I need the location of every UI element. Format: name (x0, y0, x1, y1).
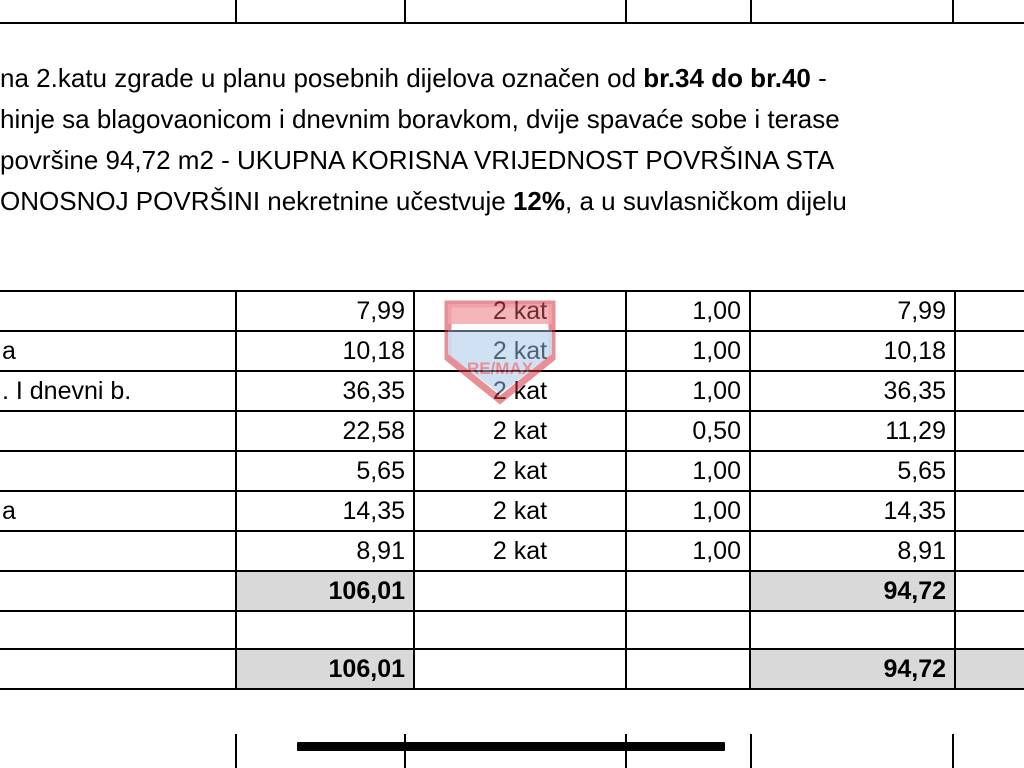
cell-coef: 1,00 (626, 291, 750, 331)
cell-name (0, 571, 236, 611)
cell-floor: 2 kat (414, 451, 626, 491)
cell-value: 94,72 (750, 649, 955, 689)
paragraph-line-4-suffix: , a u suvlasničkom dijelu (565, 186, 847, 216)
paragraph-line-1-suffix: - (810, 63, 827, 93)
cell-floor (414, 649, 626, 689)
table-top-fragment (0, 0, 1024, 24)
cell-value: 94,72 (750, 571, 955, 611)
paragraph-line-3 (0, 140, 1024, 181)
cell-spacer (236, 611, 414, 649)
cell-extra (955, 531, 1024, 571)
cell-spacer (955, 611, 1024, 649)
paragraph-line-4 (0, 181, 1024, 222)
cell-extra (955, 649, 1024, 689)
cell-area: 5,65 (236, 451, 414, 491)
table-row (0, 531, 1024, 571)
cell-name (0, 649, 236, 689)
cell-area: 36,35 (236, 371, 414, 411)
cell-coef: 1,00 (626, 491, 750, 531)
cell-value: 7,99 (750, 291, 955, 331)
cell-extra (955, 331, 1024, 371)
paragraph-line-1 (0, 58, 1024, 99)
table-row (0, 451, 1024, 491)
rooms-table (0, 290, 1024, 690)
page-bottom-bar (297, 742, 725, 751)
cell-floor: 2 kat (414, 531, 626, 571)
cell-floor: 2 kat (414, 491, 626, 531)
cell-extra (955, 411, 1024, 451)
cell-area: 106,01 (236, 649, 414, 689)
cell-name: a (0, 491, 236, 531)
cell-coef: 0,50 (626, 411, 750, 451)
cell-area: 14,35 (236, 491, 414, 531)
cell-name: . I dnevni b. (0, 371, 236, 411)
cell-area: 106,01 (236, 571, 414, 611)
cell-coef: 1,00 (626, 531, 750, 571)
paragraph-line-2-prefix: hinje sa blagovaonicom i dnevnim boravkom, dvije spavaće sobe i terase (0, 104, 840, 134)
cell-name: a (0, 331, 236, 371)
cell-floor: 2 kat (414, 291, 626, 331)
cell-name (0, 531, 236, 571)
table-grandtotal-row (0, 649, 1024, 689)
remax-watermark-label: RE/MAX (466, 359, 534, 378)
cell-spacer (626, 611, 750, 649)
table-bottom-fragment (0, 734, 1024, 768)
cell-area: 22,58 (236, 411, 414, 451)
description-paragraph (0, 58, 1024, 222)
cell-value: 11,29 (750, 411, 955, 451)
cell-coef: 1,00 (626, 451, 750, 491)
cell-value: 10,18 (750, 331, 955, 371)
cell-extra (955, 571, 1024, 611)
cell-name (0, 411, 236, 451)
cell-spacer (0, 611, 236, 649)
rooms-table-container (0, 290, 1024, 690)
cell-name (0, 291, 236, 331)
cell-extra (955, 371, 1024, 411)
cell-coef: 1,00 (626, 371, 750, 411)
table-row (0, 331, 1024, 371)
cell-floor: 2 kat (414, 411, 626, 451)
paragraph-line-4-prefix: ONOSNOJ POVRŠINI nekretnine učestvuje (0, 186, 513, 216)
cell-floor: 2 kat (414, 331, 626, 371)
cell-extra (955, 291, 1024, 331)
paragraph-line-4-bold: 12% (512, 186, 566, 216)
cell-coef: 1,00 (626, 331, 750, 371)
table-row (0, 291, 1024, 331)
paragraph-line-2 (0, 99, 1024, 140)
cell-floor: 2 kat (414, 371, 626, 411)
table-row (0, 491, 1024, 531)
cell-extra (955, 451, 1024, 491)
paragraph-line-1-bold: br.34 do br.40 (643, 63, 811, 93)
table-row (0, 371, 1024, 411)
cell-coef (626, 571, 750, 611)
cell-value: 5,65 (750, 451, 955, 491)
cell-area: 10,18 (236, 331, 414, 371)
cell-name (0, 451, 236, 491)
table-subtotal-row (0, 571, 1024, 611)
cell-spacer (750, 611, 955, 649)
table-spacer-row (0, 611, 1024, 649)
cell-value: 14,35 (750, 491, 955, 531)
cell-area: 8,91 (236, 531, 414, 571)
table-row (0, 411, 1024, 451)
cell-extra (955, 491, 1024, 531)
paragraph-line-1-prefix: na 2.katu zgrade u planu posebnih dijelova označen od (0, 63, 644, 93)
cell-coef (626, 649, 750, 689)
paragraph-line-3-prefix: površine 94,72 m2 - UKUPNA KORISNA VRIJEDNOST POVRŠINA STA (0, 145, 835, 175)
cell-area: 7,99 (236, 291, 414, 331)
cell-floor (414, 571, 626, 611)
cell-spacer (414, 611, 626, 649)
cell-value: 8,91 (750, 531, 955, 571)
cell-value: 36,35 (750, 371, 955, 411)
